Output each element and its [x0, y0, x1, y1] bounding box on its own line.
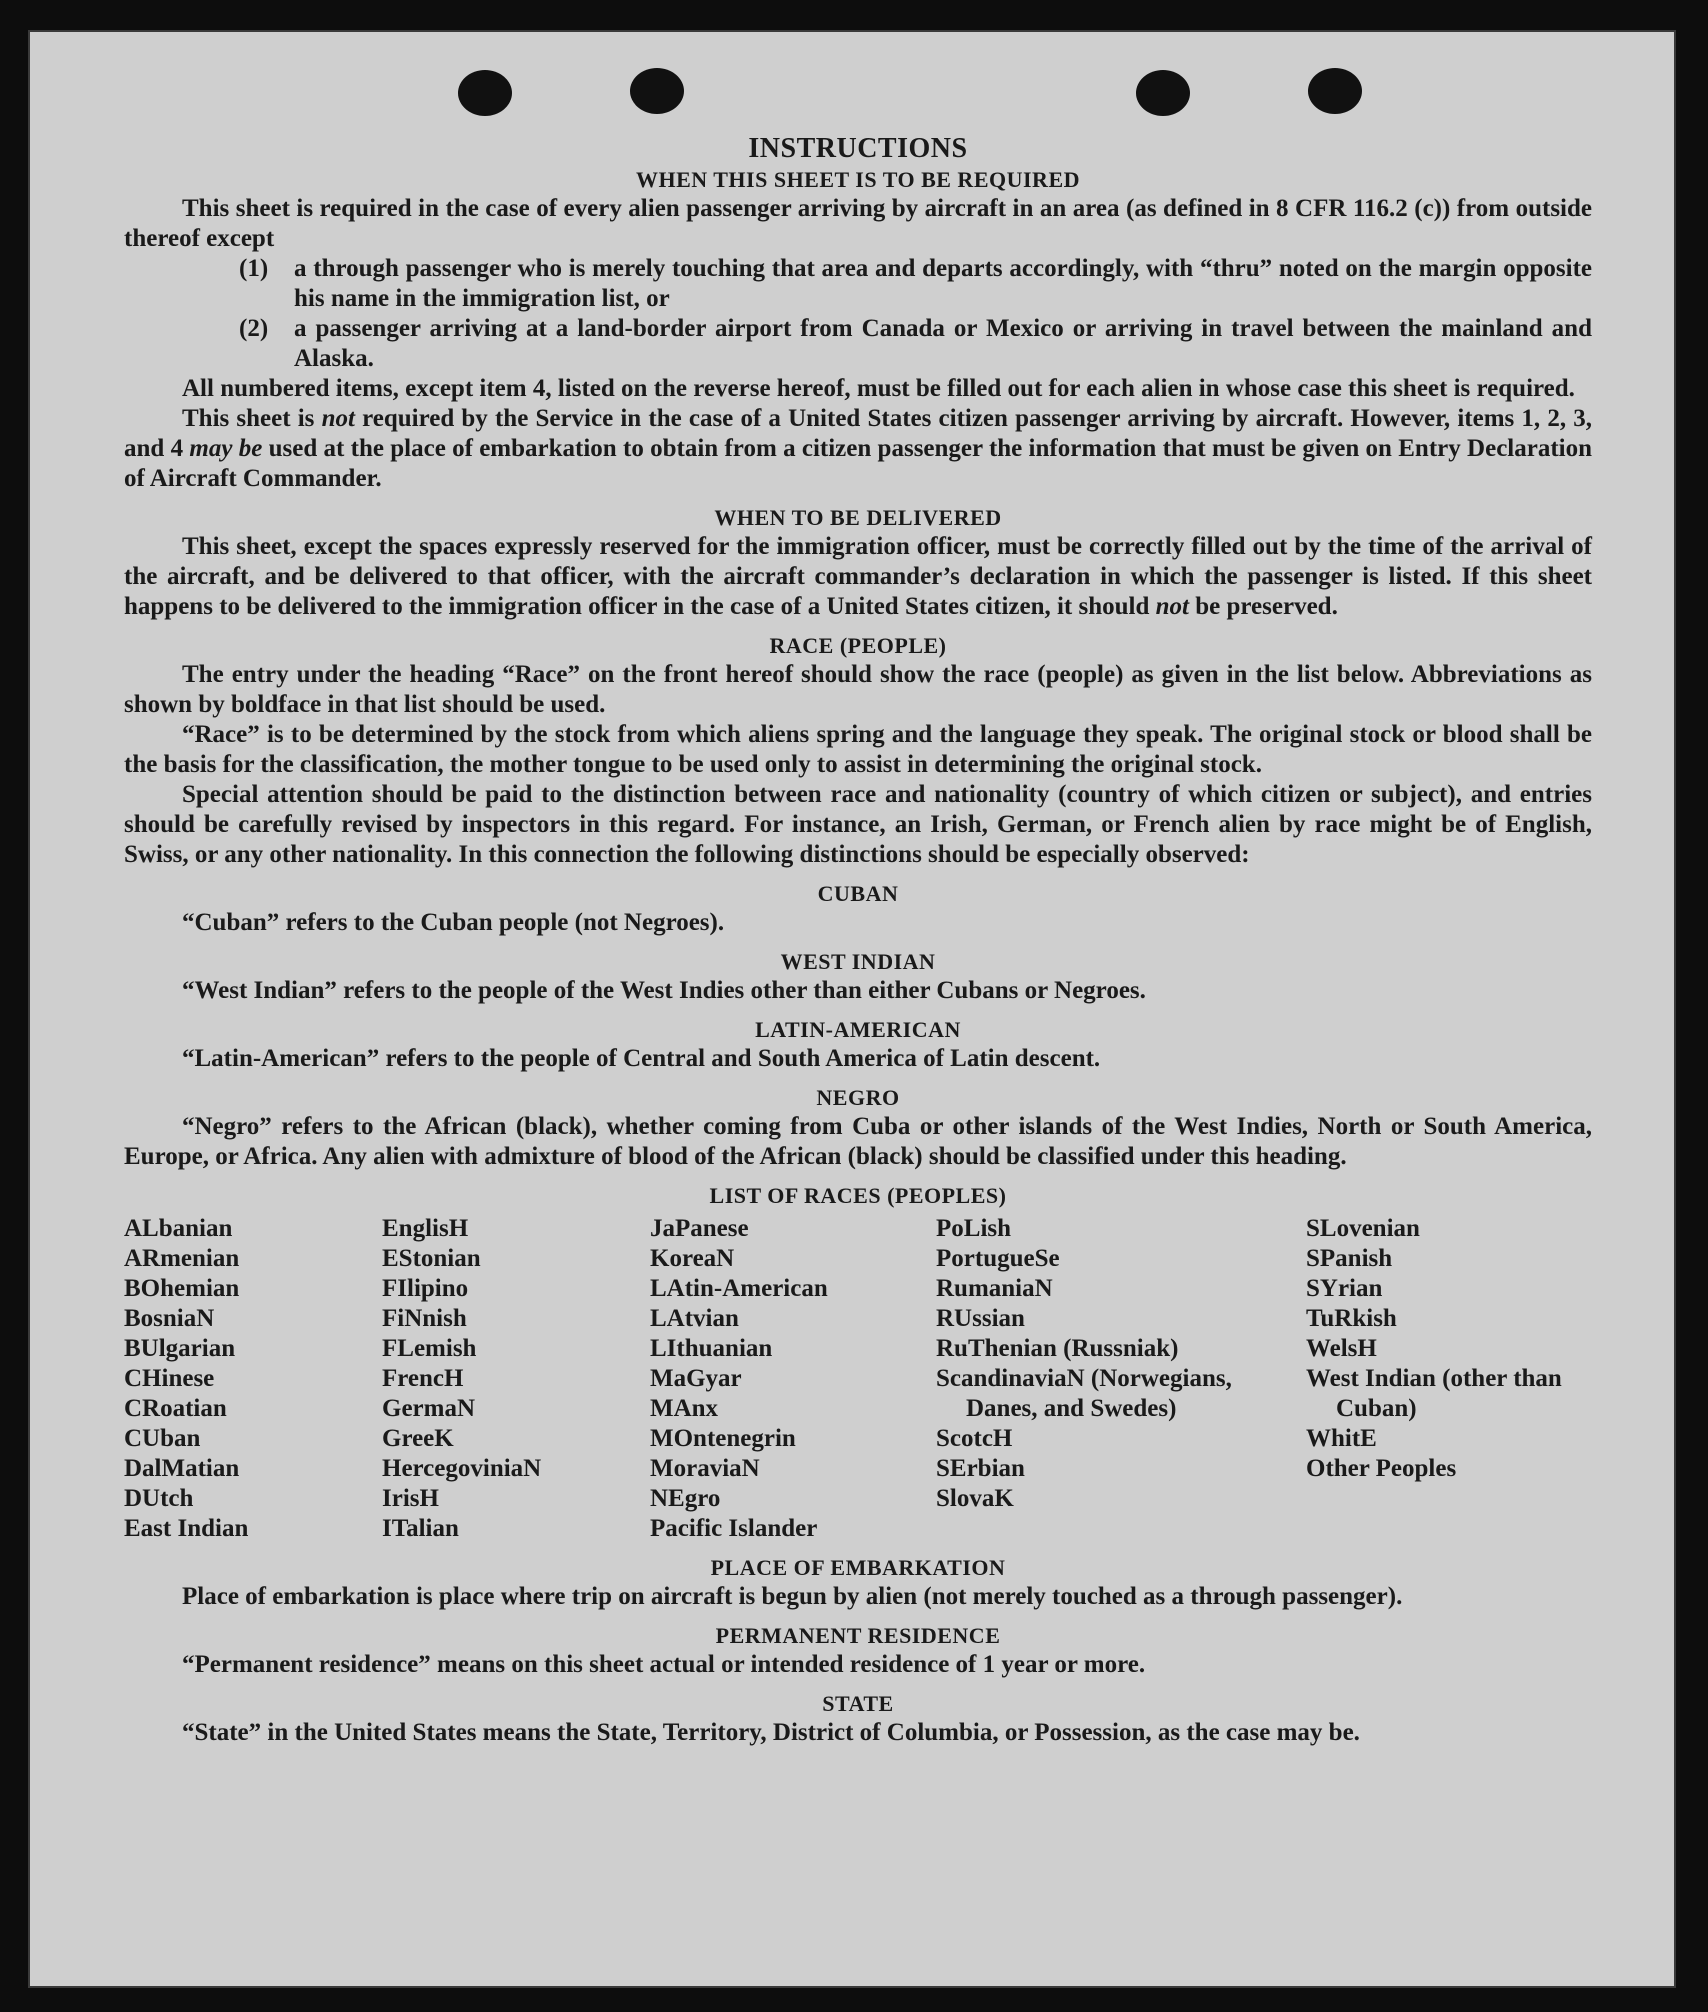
definition-negro: “Negro” refers to the African (black), whether coming from Cuba or other islands of the West Indies, North or South America, Europe, or Africa. Any alien with admixture of blood of the African (black) should be classified under this heading. — [124, 1113, 1592, 1170]
race-entry: FIlipino — [382, 1275, 469, 1302]
page-title: INSTRUCTIONS — [748, 133, 968, 164]
race-paragraph-2: “Race” is to be determined by the stock from which aliens spring and the language they speak. The original stock or blood shall be the basis for the classification, the mother tongue to be used only to assist in determining the original stock. — [124, 721, 1592, 778]
document-sheet — [28, 30, 1676, 1988]
race-entry: CHinese — [124, 1365, 215, 1392]
exception-number: (1) — [239, 255, 269, 282]
exception-text: a passenger arriving at a land-border airport from Canada or Mexico or arriving in travel between the mainland and Alaska. — [294, 315, 1592, 372]
races-list — [124, 1214, 1592, 1544]
state-paragraph: “State” in the United States means the State, Territory, District of Columbia, or Possession, as the case may be. — [182, 1719, 1360, 1746]
race-entry: PoLish — [936, 1215, 1012, 1242]
race-entry: ALbanian — [124, 1215, 233, 1242]
race-entry: CUban — [124, 1425, 201, 1452]
delivered-text-1: This sheet, except the spaces expressly reserved for the immigration officer, must be correctly filled out by the time of the arrival of the aircraft, and be delivered to that officer, with the aircraft commander’s declaration in which the passenger is listed. If this sheet happens to be delivered to the immigration officer in the case of a United States citizen, it should — [124, 533, 1592, 620]
heading-latin-american: LATIN-AMERICAN — [755, 1017, 961, 1042]
race-entry: FLemish — [382, 1335, 477, 1362]
race-entry: RuThenian (Russniak) — [936, 1335, 1179, 1362]
heading-residence: PERMANENT RESIDENCE — [715, 1623, 1001, 1648]
exception-text: a through passenger who is merely touching that area and departs accordingly, with “thru” noted on the margin opposite his name in the immigration list, or — [294, 255, 1592, 312]
race-entry: LAtvian — [650, 1305, 739, 1332]
race-entry: RumaniaN — [936, 1275, 1053, 1302]
heading-list-of-races: LIST OF RACES (PEOPLES) — [709, 1183, 1007, 1208]
citizen-text-not: not — [321, 405, 355, 432]
exception-item — [124, 314, 1592, 374]
heading-cuban: CUBAN — [817, 881, 899, 906]
race-entry: LIthuanian — [650, 1335, 773, 1362]
races-column — [936, 1214, 1306, 1544]
race-entry: PortugueSe — [936, 1245, 1060, 1272]
citizen-text-may-be: may be — [189, 435, 263, 462]
race-entry: FiNnish — [382, 1305, 467, 1332]
numbered-items-paragraph: All numbered items, except item 4, listed on the reverse hereof, must be filled out for each alien in whose case this sheet is required. — [182, 375, 1575, 402]
race-entry: DUtch — [124, 1485, 194, 1512]
race-entry: FrencH — [382, 1365, 464, 1392]
race-entry: MoraviaN — [650, 1455, 760, 1482]
race-entry: SYrian — [1306, 1275, 1383, 1302]
race-entry: SLovenian — [1306, 1215, 1420, 1242]
race-entry: MOntenegrin — [650, 1425, 796, 1452]
race-entry: SlovaK — [936, 1485, 1014, 1512]
heading-when-required: WHEN THIS SHEET IS TO BE REQUIRED — [635, 167, 1081, 192]
race-entry: NEgro — [650, 1485, 721, 1512]
citizen-text-1: This sheet is — [182, 405, 322, 432]
heading-negro: NEGRO — [816, 1085, 900, 1110]
race-entry: IrisH — [382, 1485, 439, 1512]
definition-latin-american: “Latin-American” refers to the people of Central and South America of Latin descent. — [182, 1045, 1101, 1072]
race-paragraph-1: The entry under the heading “Race” on the front hereof should show the race (people) as given in the list below. Abbreviations as shown by boldface in that list should be used. — [124, 661, 1592, 718]
race-entry: SPanish — [1306, 1245, 1393, 1272]
heading-race: RACE (PEOPLE) — [769, 633, 947, 658]
heading-embarkation: PLACE OF EMBARKATION — [710, 1555, 1006, 1580]
instructions-text — [124, 102, 1592, 1748]
residence-paragraph: “Permanent residence” means on this sheet actual or intended residence of 1 year or more. — [182, 1651, 1146, 1678]
race-entry: MAnx — [650, 1395, 719, 1422]
when-delivered-paragraph — [124, 532, 1592, 622]
races-column — [1306, 1214, 1592, 1544]
race-entry: ScandinaviaN (Norwegians, Danes, and Swedes) — [936, 1365, 1232, 1422]
race-entry: West Indian (other than Cuban) — [1306, 1365, 1562, 1422]
race-entry: EStonian — [382, 1245, 481, 1272]
race-entry: ARmenian — [124, 1245, 240, 1272]
when-required-intro: This sheet is required in the case of every alien passenger arriving by aircraft in an area (as defined in 8 CFR 116.2 (c)) from outside thereof except — [124, 195, 1592, 252]
race-entry: EnglisH — [382, 1215, 469, 1242]
race-entry: RUssian — [936, 1305, 1025, 1332]
races-column — [382, 1214, 650, 1544]
delivered-text-not: not — [1155, 593, 1189, 620]
definition-cuban: “Cuban” refers to the Cuban people (not Negroes). — [182, 909, 725, 936]
race-entry: Pacific Islander — [650, 1515, 818, 1542]
race-entry: CRoatian — [124, 1395, 227, 1422]
citizen-paragraph — [124, 404, 1592, 494]
definition-west-indian: “West Indian” refers to the people of the West Indies other than either Cubans or Negroes. — [182, 977, 1146, 1004]
race-entry: GreeK — [382, 1425, 454, 1452]
race-entry: LAtin-American — [650, 1275, 828, 1302]
races-column — [124, 1214, 382, 1544]
delivered-text-2: be preserved. — [1189, 593, 1338, 620]
race-entry: BosniaN — [124, 1305, 215, 1332]
race-entry: MaGyar — [650, 1365, 742, 1392]
citizen-text-3: used at the place of embarkation to obtain from a citizen passenger the information that must be given on Entry Declaration of Aircraft Commander. — [124, 435, 1593, 492]
race-entry: ScotcH — [936, 1425, 1013, 1452]
race-entry: HercegoviniaN — [382, 1455, 542, 1482]
race-entry: TuRkish — [1306, 1305, 1397, 1332]
races-column — [650, 1214, 936, 1544]
race-entry: DalMatian — [124, 1455, 240, 1482]
citizen-text-2: required by the Service in the case of a United States citizen passenger arriving by aircraft. However, items 1, 2, 3, and 4 — [124, 405, 1592, 462]
race-entry: WhitE — [1306, 1425, 1377, 1452]
race-entry: ITalian — [382, 1515, 459, 1542]
race-entry: Other Peoples — [1306, 1455, 1457, 1482]
race-entry: BOhemian — [124, 1275, 240, 1302]
heading-when-delivered: WHEN TO BE DELIVERED — [714, 505, 1002, 530]
race-entry: SErbian — [936, 1455, 1025, 1482]
exception-number: (2) — [239, 315, 269, 342]
race-entry: JaPanese — [650, 1215, 749, 1242]
race-entry: BUlgarian — [124, 1335, 236, 1362]
race-entry: WelsH — [1306, 1335, 1377, 1362]
race-entry: KoreaN — [650, 1245, 735, 1272]
race-paragraph-3: Special attention should be paid to the distinction between race and nationality (country of which citizen or subject), and entries should be carefully revised by inspectors in this regard. For instance, an Irish, German, or French alien by race might be of English, Swiss, or any other nationality. In this connection the following distinctions should be especially observed: — [124, 781, 1592, 868]
embarkation-paragraph: Place of embarkation is place where trip on aircraft is begun by alien (not merely touched as a through passenger). — [182, 1583, 1403, 1610]
heading-west-indian: WEST INDIAN — [780, 949, 936, 974]
exception-item — [124, 254, 1592, 314]
heading-state: STATE — [822, 1691, 894, 1716]
race-entry: GermaN — [382, 1395, 476, 1422]
race-entry: East Indian — [124, 1515, 249, 1542]
